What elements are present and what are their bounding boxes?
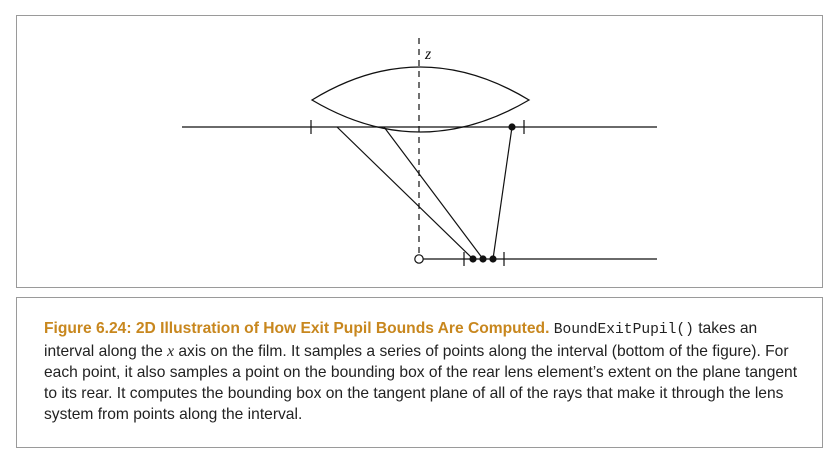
film-sample-point-1 — [469, 255, 476, 262]
z-axis-label: z — [425, 46, 432, 63]
caption-body-part-2: axis on the film. It samples a series of points along the interval (bottom of the figure). For each point, it also samples a point on the bounding box of the rear lens element’s extent on the plane tangent to its rear. It computes the bounding box on the tangent plane of all of the rays that make it through the lens system from points along the interval. — [44, 343, 798, 423]
figure-label: Figure 6.24: — [44, 320, 132, 337]
caption-text — [44, 318, 800, 425]
film-sample-point-2 — [479, 255, 486, 262]
ray-3 — [493, 127, 512, 259]
caption-body-part-1: takes an interval along the — [44, 320, 758, 360]
figure-panel — [16, 15, 823, 288]
ray-2 — [384, 127, 483, 259]
lens-element — [312, 67, 529, 132]
film-sample-point-3 — [489, 255, 496, 262]
lens-diagram — [17, 16, 824, 289]
axis-variable: x — [167, 343, 175, 360]
caption-panel — [16, 297, 823, 448]
figure-title: 2D Illustration of How Exit Pupil Bounds Are Computed. — [135, 320, 550, 337]
origin-marker — [415, 255, 423, 263]
ray-1 — [337, 127, 473, 259]
function-name: BoundExitPupil() — [553, 322, 694, 338]
